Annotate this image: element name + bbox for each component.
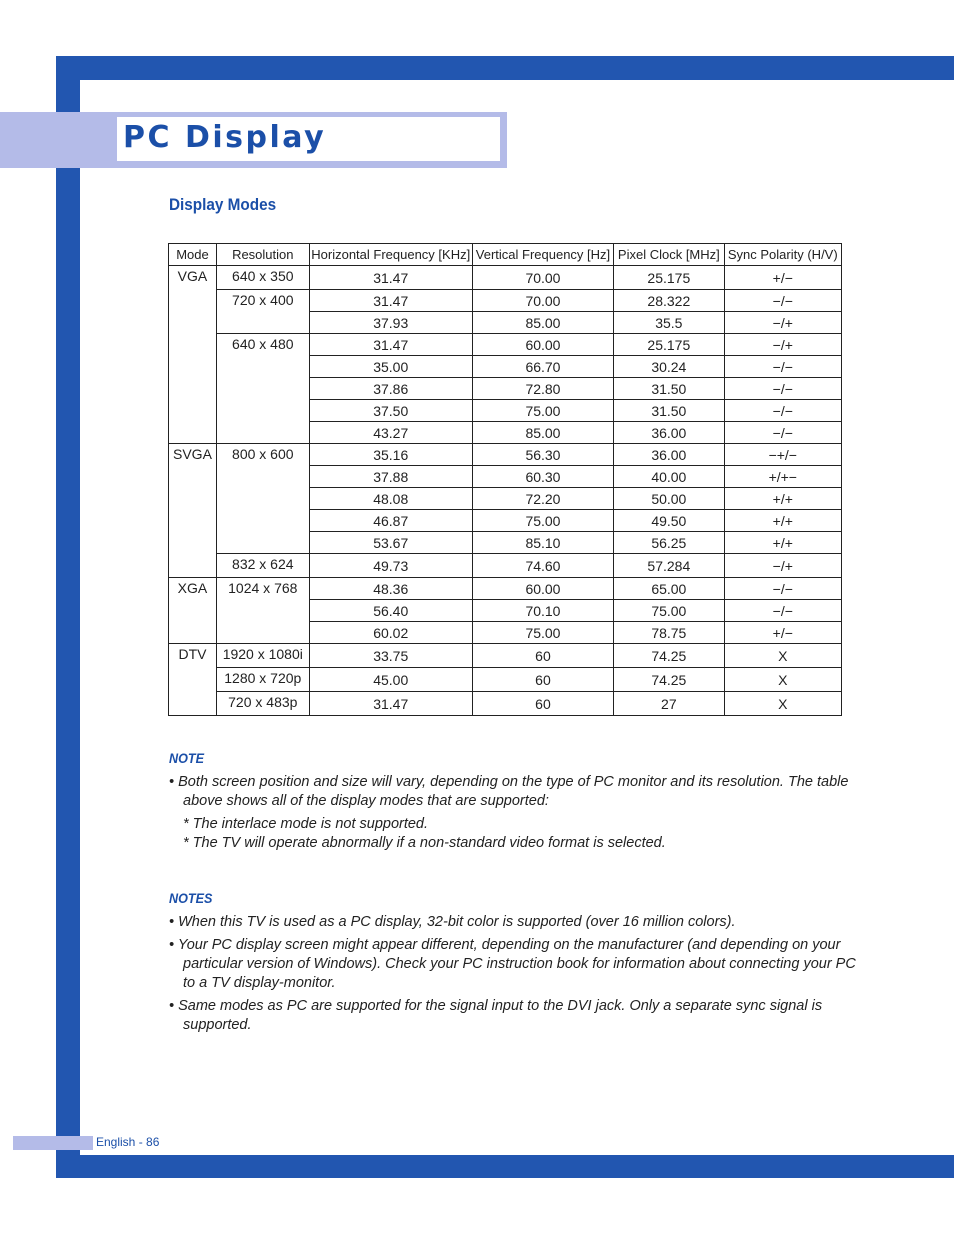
- h-freq-cell: 31.47: [309, 334, 472, 356]
- table-row: [169, 266, 842, 290]
- pixel-clock-cell: 28.322: [614, 290, 724, 312]
- pixel-clock-cell: 56.25: [614, 532, 724, 554]
- pixel-clock-cell: 31.50: [614, 400, 724, 422]
- header-mode: Mode: [169, 244, 217, 266]
- pixel-clock-cell: 36.00: [614, 444, 724, 466]
- sync-polarity-cell: X: [724, 668, 841, 692]
- sync-polarity-cell: −/−: [724, 290, 841, 312]
- v-freq-cell: 60: [472, 644, 613, 668]
- header-horizontal-frequency: Horizontal Frequency [KHz]: [309, 244, 472, 266]
- h-freq-cell: 45.00: [309, 668, 472, 692]
- header-vertical-frequency: Vertical Frequency [Hz]: [472, 244, 613, 266]
- table-row: [169, 554, 842, 578]
- v-freq-cell: 72.80: [472, 378, 613, 400]
- table-header-row: [169, 244, 842, 266]
- sync-polarity-cell: +/−: [724, 266, 841, 290]
- sync-polarity-cell: −/+: [724, 312, 841, 334]
- v-freq-cell: 75.00: [472, 622, 613, 644]
- notes-heading: NOTES: [169, 890, 213, 906]
- resolution-cell: 720 x 483p: [216, 692, 309, 716]
- table-row: [169, 692, 842, 716]
- resolution-cell: 1920 x 1080i: [216, 644, 309, 668]
- v-freq-cell: 72.20: [472, 488, 613, 510]
- h-freq-cell: 37.93: [309, 312, 472, 334]
- mode-cell: XGA: [169, 578, 217, 644]
- pixel-clock-cell: 40.00: [614, 466, 724, 488]
- v-freq-cell: 60: [472, 668, 613, 692]
- v-freq-cell: 60.30: [472, 466, 613, 488]
- pixel-clock-cell: 65.00: [614, 578, 724, 600]
- v-freq-cell: 74.60: [472, 554, 613, 578]
- h-freq-cell: 49.73: [309, 554, 472, 578]
- h-freq-cell: 31.47: [309, 290, 472, 312]
- left-accent-bar: [56, 56, 80, 1178]
- note-bullet: • Both screen position and size will vary, depending on the type of PC monitor and its resolution. The table above shows all of the display modes that are supported:: [169, 774, 849, 809]
- top-accent-bar: [56, 56, 954, 80]
- resolution-cell: 1280 x 720p: [216, 668, 309, 692]
- v-freq-cell: 60: [472, 692, 613, 716]
- h-freq-cell: 46.87: [309, 510, 472, 532]
- h-freq-cell: 48.36: [309, 578, 472, 600]
- mode-cell: VGA: [169, 266, 217, 444]
- sync-polarity-cell: +/+: [724, 488, 841, 510]
- v-freq-cell: 66.70: [472, 356, 613, 378]
- notes-item-manufacturer: • Your PC display screen might appear different, depending on the manufacturer (and depending on your particular version of Windows). Check your PC instruction book for information about connecting your PC to a TV display-monitor.: [169, 937, 856, 991]
- table-row: [169, 578, 842, 600]
- sync-polarity-cell: −/−: [724, 600, 841, 622]
- sync-polarity-cell: X: [724, 644, 841, 668]
- sync-polarity-cell: X: [724, 692, 841, 716]
- sync-polarity-cell: −/−: [724, 356, 841, 378]
- footer-tab: [13, 1136, 93, 1150]
- v-freq-cell: 85.00: [472, 312, 613, 334]
- page-number: English - 86: [96, 1135, 160, 1149]
- h-freq-cell: 48.08: [309, 488, 472, 510]
- sync-polarity-cell: −/−: [724, 422, 841, 444]
- sync-polarity-cell: −/−: [724, 400, 841, 422]
- notes-item-color: • When this TV is used as a PC display, 32-bit color is supported (over 16 million colors).: [169, 914, 736, 930]
- v-freq-cell: 70.00: [472, 290, 613, 312]
- pixel-clock-cell: 74.25: [614, 668, 724, 692]
- resolution-cell: 800 x 600: [216, 444, 309, 554]
- header-resolution: Resolution: [216, 244, 309, 266]
- sync-polarity-cell: +/−: [724, 622, 841, 644]
- v-freq-cell: 60.00: [472, 334, 613, 356]
- table-row: [169, 290, 842, 312]
- h-freq-cell: 31.47: [309, 266, 472, 290]
- header-pixel-clock: Pixel Clock [MHz]: [614, 244, 724, 266]
- table-row: [169, 444, 842, 466]
- sync-polarity-cell: −+/−: [724, 444, 841, 466]
- v-freq-cell: 70.00: [472, 266, 613, 290]
- h-freq-cell: 37.88: [309, 466, 472, 488]
- h-freq-cell: 43.27: [309, 422, 472, 444]
- resolution-cell: 720 x 400: [216, 290, 309, 334]
- bottom-accent-bar: [56, 1155, 954, 1178]
- table-row: [169, 334, 842, 356]
- sync-polarity-cell: +/+−: [724, 466, 841, 488]
- v-freq-cell: 60.00: [472, 578, 613, 600]
- resolution-cell: 832 x 624: [216, 554, 309, 578]
- pixel-clock-cell: 78.75: [614, 622, 724, 644]
- h-freq-cell: 35.00: [309, 356, 472, 378]
- mode-cell: SVGA: [169, 444, 217, 578]
- pixel-clock-cell: 25.175: [614, 266, 724, 290]
- pixel-clock-cell: 36.00: [614, 422, 724, 444]
- v-freq-cell: 75.00: [472, 400, 613, 422]
- h-freq-cell: 37.50: [309, 400, 472, 422]
- table-row: [169, 644, 842, 668]
- h-freq-cell: 56.40: [309, 600, 472, 622]
- note-nonstandard: * The TV will operate abnormally if a non-standard video format is selected.: [183, 835, 666, 851]
- h-freq-cell: 37.86: [309, 378, 472, 400]
- pixel-clock-cell: 57.284: [614, 554, 724, 578]
- table-row: [169, 668, 842, 692]
- display-modes-table: [168, 243, 842, 716]
- note-heading: NOTE: [169, 750, 205, 766]
- pixel-clock-cell: 25.175: [614, 334, 724, 356]
- sync-polarity-cell: +/+: [724, 510, 841, 532]
- resolution-cell: 1024 x 768: [216, 578, 309, 644]
- resolution-cell: 640 x 350: [216, 266, 309, 290]
- sync-polarity-cell: −/−: [724, 578, 841, 600]
- v-freq-cell: 70.10: [472, 600, 613, 622]
- pixel-clock-cell: 75.00: [614, 600, 724, 622]
- h-freq-cell: 35.16: [309, 444, 472, 466]
- sync-polarity-cell: −/+: [724, 554, 841, 578]
- resolution-cell: 640 x 480: [216, 334, 309, 444]
- h-freq-cell: 60.02: [309, 622, 472, 644]
- pixel-clock-cell: 30.24: [614, 356, 724, 378]
- notes-item-dvi: • Same modes as PC are supported for the signal input to the DVI jack. Only a separate sync signal is supported.: [169, 998, 823, 1033]
- pixel-clock-cell: 50.00: [614, 488, 724, 510]
- v-freq-cell: 75.00: [472, 510, 613, 532]
- h-freq-cell: 53.67: [309, 532, 472, 554]
- pixel-clock-cell: 31.50: [614, 378, 724, 400]
- header-sync-polarity: Sync Polarity (H/V): [724, 244, 841, 266]
- pixel-clock-cell: 35.5: [614, 312, 724, 334]
- sync-polarity-cell: −/−: [724, 378, 841, 400]
- page-title: PC Display: [123, 120, 327, 155]
- pixel-clock-cell: 74.25: [614, 644, 724, 668]
- h-freq-cell: 33.75: [309, 644, 472, 668]
- v-freq-cell: 85.10: [472, 532, 613, 554]
- h-freq-cell: 31.47: [309, 692, 472, 716]
- sync-polarity-cell: −/+: [724, 334, 841, 356]
- sync-polarity-cell: +/+: [724, 532, 841, 554]
- pixel-clock-cell: 49.50: [614, 510, 724, 532]
- section-title: Display Modes: [169, 195, 277, 214]
- note-interlace: * The interlace mode is not supported.: [183, 816, 429, 832]
- pixel-clock-cell: 27: [614, 692, 724, 716]
- mode-cell: DTV: [169, 644, 217, 716]
- v-freq-cell: 85.00: [472, 422, 613, 444]
- v-freq-cell: 56.30: [472, 444, 613, 466]
